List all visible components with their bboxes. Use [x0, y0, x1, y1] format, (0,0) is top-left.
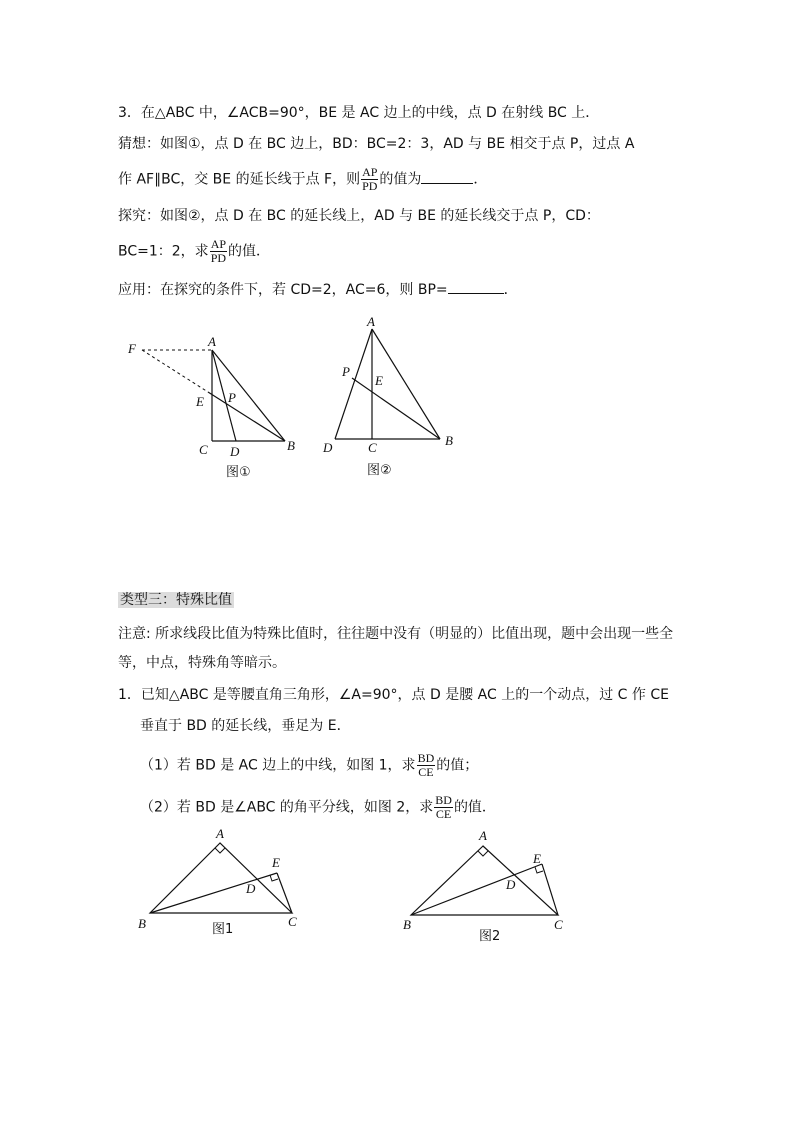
frac-numerator: BD [417, 751, 435, 765]
q1-part2-prefix: （2）若 BD 是∠ABC 的角平分线，如图 2，求 [140, 799, 434, 816]
frac-denominator: CE [435, 807, 452, 821]
label-B: B [403, 917, 411, 932]
label-C: C [368, 440, 377, 455]
q1-figure-2 [397, 826, 587, 950]
q1-part2 [140, 794, 496, 821]
q1-line1-text: 已知△ABC 是等腰直角三角形，∠A=90°，点 D 是腰 AC 上的一个动点，过 C 作 CE [140, 687, 669, 703]
label-E: E [272, 855, 280, 870]
label-A: A [208, 334, 216, 349]
label-A: A [367, 314, 375, 329]
q1-number: 1． [118, 687, 141, 703]
q1-fraction-bd-ce [417, 752, 436, 779]
section-note-line2: 等，中点，特殊角等暗示。 [118, 655, 286, 671]
frac-numerator: AP [210, 237, 227, 251]
q3-explore-line1: 探究：如图②，点 D 在 BC 的延长线上，AD 与 BE 的延长线交于点 P，CD： [118, 208, 600, 224]
q3-figure-2 [315, 312, 475, 480]
q1-line2: 垂直于 BD 的延长线，垂足为 E． [140, 718, 351, 734]
q1-figure-1 [130, 822, 330, 947]
answer-blank [448, 279, 504, 294]
q3-guess-line2 [118, 166, 487, 193]
q3-fraction-ap-pd [361, 166, 378, 193]
label-A: A [216, 826, 224, 841]
label-B: B [138, 916, 146, 931]
q1-part1-prefix: （1）若 BD 是 AC 边上的中线，如图 1，求 [140, 757, 416, 774]
q3-guess-suffix: 的值为 [379, 171, 422, 188]
label-E: E [375, 373, 383, 388]
q3-stem [118, 103, 599, 123]
label-D: D [230, 444, 240, 459]
label-B: B [445, 433, 453, 448]
q3-stem-text: 在△ABC 中，∠ACB=90°，BE 是 AC 边上的中线，点 D 在射线 BC 上． [140, 105, 600, 121]
q1-part2-suffix: 的值． [453, 799, 496, 816]
label-P: P [342, 364, 350, 379]
answer-blank [421, 169, 473, 184]
q3-guess-line1: 猜想：如图①，点 D 在 BC 边上，BD：BC=2：3，AD 与 BE 相交于点 P，过点 A [118, 136, 635, 152]
label-C: C [554, 917, 563, 932]
q1-fraction-bd-ce-2 [434, 794, 453, 821]
q1-figure-2-caption: 图2 [479, 929, 501, 944]
label-P: P [228, 390, 236, 405]
frac-numerator: AP [362, 165, 378, 179]
q1-part1-suffix: 的值； [436, 757, 479, 774]
q3-explore-suffix: 的值． [228, 243, 271, 260]
q1-figure-1-caption: 图1 [212, 922, 234, 937]
label-D: D [323, 440, 333, 455]
section-tag: 类型三：特殊比值 [120, 592, 232, 608]
frac-numerator: BD [435, 793, 452, 807]
frac-denominator: CE [418, 765, 434, 779]
label-E: E [196, 394, 204, 409]
label-C: C [199, 442, 208, 457]
q1-part1 [140, 752, 478, 779]
label-D: D [246, 881, 256, 896]
label-D: D [506, 877, 516, 892]
q3-fraction-ap-pd-2 [210, 238, 227, 265]
q3-explore-prefix: BC=1：2，求 [118, 243, 209, 260]
figure-1-caption: 图① [226, 465, 251, 480]
frac-denominator: PD [362, 179, 378, 193]
section-title [118, 590, 234, 610]
label-B: B [287, 438, 295, 453]
figure-2-caption: 图② [367, 463, 392, 478]
q3-figure-1 [120, 330, 310, 480]
q3-number: 3． [118, 105, 141, 121]
frac-denominator: PD [210, 251, 227, 265]
q3-apply-line [118, 279, 518, 300]
label-E: E [533, 851, 541, 866]
q3-explore-line2 [118, 238, 270, 265]
period: ． [503, 282, 518, 298]
label-A: A [479, 828, 487, 843]
period: ． [473, 171, 488, 188]
label-F: F [128, 341, 136, 356]
label-C: C [288, 914, 297, 929]
q3-apply-text: 应用：在探究的条件下，若 CD=2，AC=6，则 BP= [118, 282, 448, 298]
q1-line1 [118, 685, 669, 705]
q3-guess-prefix: 作 AF∥BC，交 BE 的延长线于点 F，则 [118, 171, 361, 188]
section-note-line1: 注意: 所求线段比值为特殊比值时，往往题中没有（明显的）比值出现，题中会出现一些全 [118, 626, 674, 642]
